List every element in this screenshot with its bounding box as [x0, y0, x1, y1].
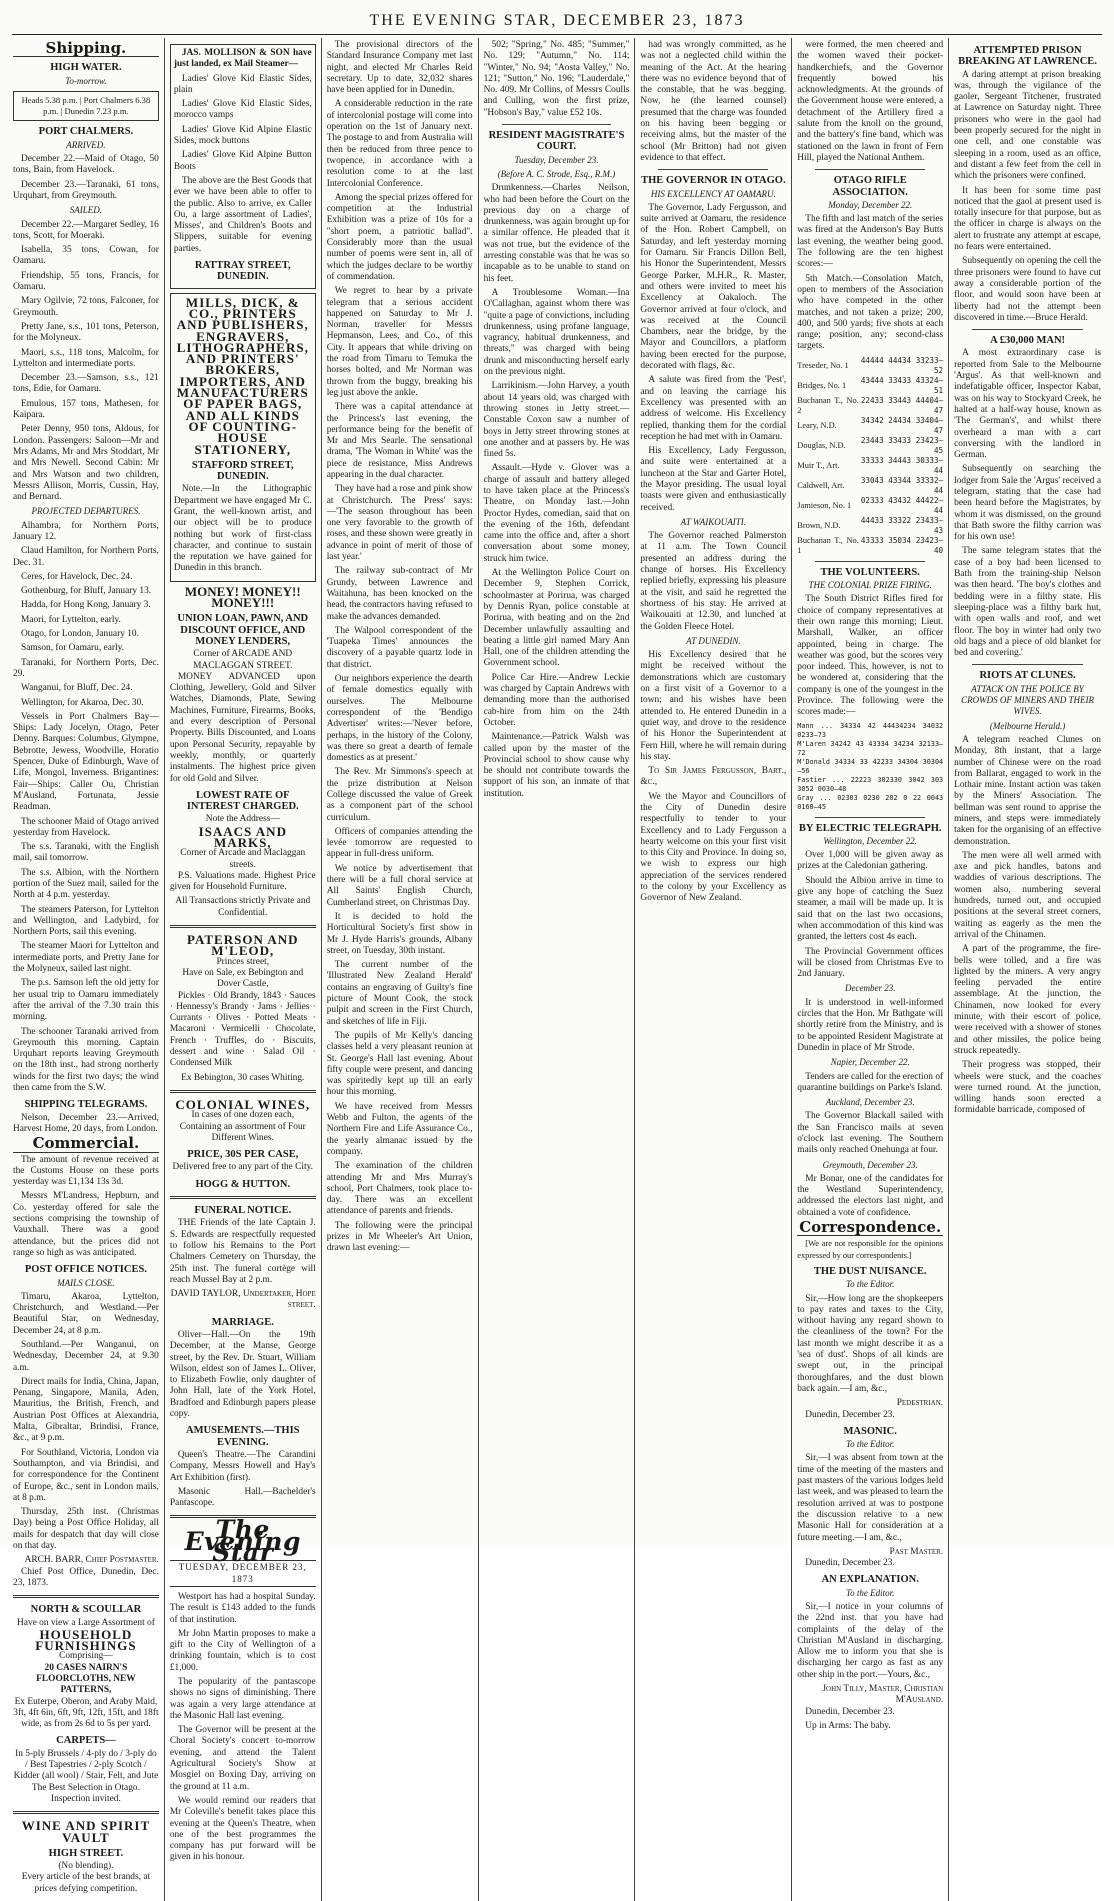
undertaker-signature: DAVID TAYLOR, Undertaker, Hope street.: [170, 1289, 316, 1311]
port-heading: PORT CHALMERS.: [38, 126, 134, 138]
departure-item: Taranaki, for Northern Ports, Dec. 29.: [13, 657, 159, 679]
score-value: 33333 34443 30333—44: [860, 455, 944, 475]
amusement-item: Queen's Theatre.—The Carandini Company, Messrs Howell and Hay's Art Exhibition (first).: [169, 1449, 316, 1483]
letter-signature: Past Master.: [889, 1546, 944, 1557]
riots-item: A part of the programme, the fire-bells were tolled, and a fire was lighted by the miners. A very angry feeling pervaded the entire assemblage. At the junction, the Chinamen, now looked for every minute, with their escort of police, were received with a shower of stones and other missiles, the police being struck repeatedly.: [954, 944, 1101, 1056]
ad-line: The Best Selection in Otago.: [31, 1782, 140, 1793]
news-item: We regret to hear by a private telegram that a serious accident happened on Saturday to Mr J. Norman, traveller for Messrs Hepmanson, Lees, and Co., of this City. It appears that while driving on the road from Timaru to Temuka the horses bolted, and Mr Norman was thrown from the buggy, breaking his leg just above the ankle.: [326, 286, 473, 398]
ad-line: JAS. MOLLISON & SON have just landed, ex Mail Steamer—: [173, 48, 312, 70]
riots-item: Their progress was stopped, their wheels were stuck, and the coaches were turned round. At the junction, willing hands soon erected a formidable barricade, composed of: [954, 1060, 1101, 1116]
letter-date: Dunedin, December 23.: [805, 1409, 895, 1420]
score-value: 02333 43432 44422—44: [860, 495, 944, 515]
news-item: Officers of companies attending the levée tomorrow are requested to appear in full-dress uniform.: [326, 826, 473, 860]
governor-item: The Governor, Lady Fergusson, and suite arrived at Oamaru, the residence of the Hon. Robert Campbell, on Saturday, and left yesterday morning for Oamaru. Sir Francis Dillon Bell, his Honor the Superintendent, Messrs George Parker, M.H.R., R. Master, and others were invited to meet his Excellency at Oakaloch. The Governor arrived at four o'clock, and was received at the Council Chambers, near the bridge, by the Mayor and Councillors, a platform having been erected for the purpose, decorated with flags, &c.: [640, 202, 787, 372]
ad-line: Ladies' Glove Kid Alpine Button Boots: [173, 150, 312, 172]
pound-man-item: Subsequently on searching the lodger from Sale the 'Argus' received a telegram, stating that the case had been heard before the Magistrates, by whom it was dismissed, on the ground that Bath swore the filthy carrion was for his own use!: [954, 464, 1101, 543]
score-row: [797, 376, 943, 396]
telegraph-item: Over 1,000 will be given away as prizes at the Caledonian gathering.: [797, 850, 944, 872]
score-row: [797, 436, 943, 456]
ad-line: In cases of one dozen each,: [191, 1110, 295, 1121]
volunteer-score-row: Mann ... 34334 42 44434234 34032 0233—73: [797, 721, 944, 739]
news-item: The following were the principal prizes in Mr Wheeler's Art Union, drawn last evening:—: [326, 1220, 473, 1254]
score-row: [797, 476, 943, 496]
prison-item: A daring attempt at prison breaking was, through the vigilance of the gaoler, Sergeant Titchener, frustrated at Lawrence on Saturday night. Three prisoners who were in the gaol had been properly secured for the night in one cell, and one constable was sleeping in a room, used as an office, and distant a few feet from the cell in which the prisoners were confined.: [954, 69, 1101, 182]
divider: [13, 1811, 159, 1814]
ad-line: Corner of Arcade and Maclaggan streets.: [180, 848, 306, 870]
news-item: were formed, the men cheered and the women waved their pocket-handkerchiefs, and the Governor frequently bowed his acknowledgments. At the grounds of the Government house were entered, a detachment of the Artillery fired a salute from the knoll on the ground, and the battery's fine band, which was stationed on the lawn in front of Fern Hill, played the National Anthem.: [797, 40, 944, 163]
editorial-item: We would remind our readers that Mr Coleville's benefit takes place this evening at the Queen's Theatre, when one of the best programmes the company has put forward will be given in his honour.: [169, 1795, 316, 1863]
score-row: [797, 356, 943, 376]
divider: [170, 925, 316, 928]
letter-date: Dunedin, December 23.: [805, 1706, 895, 1717]
score-value: 44444 44434 33233—52: [860, 355, 944, 375]
column-5: [635, 38, 792, 1901]
rifle-item: The fifth and last match of the series was fired at the Anderson's Bay Butts last evening, the weather being good. The following are the ten highest scores:—: [797, 214, 944, 270]
news-item: A considerable reduction in the rate of intercolonial postage will come into operation on the 1st of January next. The postage to and from Australia will then be reduced from three pence to twopence, in accordance with a resolution come to at the last Intercolonial Conference.: [326, 99, 473, 189]
telegraph-dateline: December 23.: [844, 983, 896, 994]
volunteers-heading: THE VOLUNTEERS.: [820, 566, 920, 578]
shipping-item: The s.s. Albion, with the Northern portion of the Suez mail, sailed for the North at 4 p.m. yesterday.: [13, 867, 159, 901]
score-row: [797, 456, 943, 476]
divider: [972, 664, 1083, 665]
goods-list: Pickles · Old Brandy, 1843 · Sauces · Hennessy's Brandy · Jams · Jellies · Currants · Olives · Potted Meats · Macaroni · Vermicelli · Chocolate, French · Truffles, do · Biscuits, dessert and wine · Salad Oil · Condensed Milk: [169, 990, 316, 1069]
news-item: Up in Arms: The baby.: [805, 1720, 891, 1731]
score-name: Jamieson, No. 1: [797, 500, 852, 510]
telegraph-dateline: Greymouth, December 23.: [822, 1159, 918, 1170]
high-water-table: Heads 5.38 p.m. | Port Chalmers 6.38 p.m. | Dunedin 7.23 p.m.: [13, 91, 159, 122]
news-item: The provisional directors of the Standard Insurance Company met last night, and elected Mr Charles Reid secretary. Up to date, 32,032 shares have been applied for in Dunedin.: [326, 40, 473, 96]
news-item: The current number of the 'Illustrated New Zealand Herald' contains an engraving of Guilty's fine picture of Mount Cook, the stock pulpit and screen in the First Church, and sketches of life in Fiji.: [326, 960, 473, 1027]
address-salutation: To Sir James Fergusson, Bart., &c.,: [640, 766, 787, 788]
score-name: Buchanan T., No. 1: [797, 535, 859, 555]
ad-signature: HOGG & HUTTON.: [195, 1178, 291, 1190]
court-date: Tuesday, December 23.: [514, 154, 599, 165]
score-value: 34342 24434 33404—47: [860, 415, 944, 435]
ad-address: RATTRAY STREET, DUNEDIN.: [194, 260, 291, 283]
news-item: The examination of the children attending Mr and Mrs Murray's school, Port Chalmers, took place to-day. There was an excellent attendance of parents and friends.: [326, 1161, 473, 1217]
news-item: We notice by advertisement that there will be a full choral service at All Saints' English Church, Cumberland street, on Christmas Day.: [326, 863, 473, 908]
editorial-item: Westport has had a hospital Sunday. The result is £143 added to the funds of that institution.: [169, 1591, 316, 1625]
news-item: It is decided to hold the Horticultural Society's first show in Mr J. Hyde Harris's grounds, Albany street, on Tuesday, 30th instant.: [326, 911, 473, 956]
ad-line: Corner of ARCADE AND MACLAGGAN STREET.: [193, 649, 293, 671]
departure-item: Maori, for Lyttelton, early.: [21, 614, 121, 625]
rifle-heading: OTAGO RIFLE ASSOCIATION.: [832, 175, 908, 198]
page-masthead: THE EVENING STAR, DECEMBER 23, 1873: [12, 8, 1102, 35]
shipping-item: December 22.—Margaret Sedley, 16 tons, Scott, for Moeraki.: [13, 219, 159, 241]
shipping-heading: Shipping.: [13, 43, 159, 57]
ad-line: (No blending).: [58, 1861, 114, 1872]
ad-line: Have on view a Large Assortment of: [17, 1617, 155, 1628]
news-item: Among the special prizes offered for competition at the Industrial Exhibition was a prize of 10s for a "short poem, a patriotic ballad". Considerably more than the usual number of poems were sent in, all of which the judges declare to be worthy of commendation.: [326, 192, 473, 282]
letter-to: To the Editor.: [845, 1279, 895, 1290]
ad-line: Inspection invited.: [51, 1793, 121, 1804]
high-water-sub: To-morrow.: [65, 75, 107, 86]
riots-item: A telegram reached Clunes on Monday, 8th instant, that a large number of Chinese were on the road from Ballarat, engaged to work in the Lothair mine. Instant action was taken by the Miners' Association. The bellman was sent round to apprise the miners, and steps were immediately taken for the organising of an effective demonstration.: [954, 734, 1101, 847]
ad-line: Delivered free to any part of the City.: [172, 1162, 314, 1173]
telegraph-item: Should the Albion arrive in time to give any hope of catching the Suez steamer, a mail will be made up. It is said that on the last two occasions, when accommodation of this kind was granted, the letters cost 4s each.: [797, 875, 944, 943]
governor-item: His Excellency desired that he might be received without the demonstrations which are customary on a first visit of a Governor to a town; and his wishes have been attended to. He entered Dunedin in a quiet way, and drove to the residence of his Honor the Superintendent at Fern Hill, where he will remain during his stay.: [640, 650, 787, 762]
mail-item: Direct mails for India, China, Japan, Penang, Singapore, Manila, Aden, Mauritius, the British, French, and Austrian Post Offices at Alexandria, Malta, Gibraltar, Brindisi, France, &c., at 9 p.m.: [13, 1376, 159, 1444]
news-item: The Walpool correspondent of the 'Tuapeka Times' announces the discovery of a payable quartz lode in that district.: [326, 625, 473, 670]
ad-line: Ladies' Glove Kid Alpine Elastic Sides, mock buttons: [173, 124, 312, 147]
telegraph-dateline: Wellington, December 22.: [823, 835, 918, 846]
letter-signature: Pedestrian.: [896, 1398, 944, 1409]
sailed-label: SAILED.: [69, 205, 103, 216]
riots-subheading: ATTACK ON THE POLICE BY CROWDS OF MINERS AND THEIR WIVES.: [961, 683, 1094, 717]
commercial-item: Messrs M'Landress, Hepburn, and Co. yesterday offered for sale the sections comprising the township of Vauxhall. There was a good attendance, but the prices did not range so high as was anticipated.: [13, 1191, 159, 1258]
newspaper-title: The Evening Star: [184, 1515, 301, 1568]
amusement-item: Masonic Hall.—Bachelder's Pantascope.: [169, 1486, 316, 1509]
divider: [13, 1595, 159, 1598]
wine-ad: [13, 1820, 159, 1895]
volunteer-score-row: M'Donald 34334 33 42233 34304 30304—56: [797, 757, 944, 775]
telegraph-dateline: Auckland, December 23.: [825, 1097, 915, 1108]
ad-headline: ISAACS AND MARKS,: [198, 823, 287, 850]
court-bench: (Before A. C. Strode, Esq., R.M.): [497, 168, 616, 179]
news-item: They have had a rose and pink show at Christchurch. The Press' says:—'The season throughout has been one very favorable to the growth of roses, and these shown were greatly in advance in point of merit of those of last year.': [326, 484, 473, 563]
score-row: [797, 536, 943, 556]
editorial-date: TUESDAY, DECEMBER 23, 1873: [170, 1560, 316, 1587]
governor-subheading: HIS EXCELLENCY AT OAMARU.: [650, 188, 776, 199]
arrived-label: ARRIVED.: [66, 139, 106, 150]
shipping-item: December 23.—Taranaki, 61 tons, Urquhart, from Greymouth.: [13, 179, 159, 201]
carpets-label: CARPETS—: [56, 1735, 116, 1747]
departure-item: Gothenburg, for Bluff, January 13.: [21, 586, 152, 597]
commercial-item: The amount of revenue received at the Customs House on these ports yesterday was £1,134 13s 3d.: [13, 1154, 159, 1188]
divider: [170, 1196, 316, 1199]
divider: [815, 169, 925, 170]
column-3: [322, 38, 479, 1901]
volunteers-subheading: THE COLONIAL PRIZE FIRING.: [808, 580, 932, 591]
editorial-item: The Governor will be present at the Choral Society's concert to-morrow evening, and attend the Talent Agricultural Society's Show at Mosgiel on Boxing Day, arriving on the ground at 11 a.m.: [169, 1725, 316, 1792]
volunteers-item: The South District Rifles fired for choice of company representatives at their own range this morning; Lieut. Marshall, Walker, an officer appointed, being in charge. The weather was good, but the scores very poor indeed. This, however, is not to be wondered at, considering that the company is one of the youngest in the Province. The following were the scores made:—: [797, 594, 944, 718]
waikouaiti-subheading: AT WAIKOUAITI.: [680, 516, 747, 527]
shipping-item: The schooner Maid of Otago arrived yesterday from Havelock.: [13, 816, 159, 838]
riots-source: (Melbourne Herald.): [989, 720, 1066, 731]
rifle-item: 5th Match.—Consolation Match, open to members of the Association who have competed in the other matches, and not taken a prize; 200, 400, and 500 yards; five shots at each range; position, any; second-class targets.: [797, 273, 944, 352]
telegraph-item: Tenders are called for the erection of quarantine buildings on Parke's Island.: [797, 1071, 944, 1093]
letter-heading: AN EXPLANATION.: [821, 1574, 919, 1586]
post-office-heading: POST OFFICE NOTICES.: [24, 1264, 147, 1276]
governor-item: A salute was fired from the 'Pest', and on leaving the carriage his Excellency was presented with an address of welcome. His Excellency replied, thanking them for the cordial reception he had met with in Oamaru.: [640, 375, 787, 442]
ad-line: Ex Bebington, 30 cases Whiting.: [181, 1072, 305, 1083]
news-item: 502; "Spring," No. 485; "Summer," No. 129; "Autumn," No. 114; "Winter," No. 94; "Aosta Valley," No. 121; "Sutton," No. 196; "Lauderdale," No. 409. Mr Collins, of Messrs Coulls and Culling, won the first prize, "Hobson's Bay," value £52 10s.: [483, 40, 630, 118]
letter-text: Sir,—How long are the shopkeepers to pay rates and taxes to the City, without having any regard shown to the cleanliness of the town? For the last month we might describe it as a 'sea of dust'. Shops of all kinds are swept out, in the principal thoroughfares, and the dust blown back again.—I am, &c.,: [797, 1293, 944, 1394]
ad-line: Comprising—: [59, 1651, 113, 1662]
mail-item: Thursday, 25th inst. (Christmas Day) being a Post Office Holiday, all mails for despatch that day will close on that day.: [13, 1507, 159, 1552]
news-item: The Rev. Mr Simmons's speech at the prize distribution at Nelson College discussed the value of Greek as a component part of the school curriculum.: [326, 767, 473, 823]
telegraph-item: The Provincial Government offices will be closed from Christmas Eve to 2nd January.: [797, 946, 944, 980]
ad-line: Note the Address—: [205, 814, 280, 825]
volunteer-score-row: Gray ... 02303 0230 202 0 22 0043 0160—45: [797, 793, 944, 811]
shipping-item: The schooner Taranaki arrived from Greymouth this morning. Captain Urquhart reports leaving Greymouth on the 18th inst., had strong northerly winds for the first two days; the wind then came from the S.W.: [13, 1026, 159, 1094]
news-item: had was wrongly committed, as he was not a neglected child within the meaning of the Act. At the hearing there was no evidence beyond that of the constable, that he was begging. Now, he (the learned counsel) presumed that the charge was founded on his having been begging or receiving alms, but the master of the school (Mr Britton) had not given evidence to that effect.: [640, 40, 787, 163]
riots-item: The men were all well armed with axe and pick handles, batons and waddies of various descriptions. The women also, numbering several hundreds, turned out, and occupied positions at the several street corners, waiting as eagerly as the men the arrival of the Chinamen.: [954, 850, 1101, 940]
funeral-heading: FUNERAL NOTICE.: [194, 1205, 292, 1217]
score-row: [797, 496, 943, 516]
divider: [815, 561, 925, 562]
score-value: 33043 43344 33332—44: [860, 475, 944, 495]
ad-line: The above are the Best Goods that ever we have been able to offer to the public. Also to arrive, ex Caller Ou, a large assortment of Ladies', Misses', and Children's Boots and Slippers, suitable for evening parties.: [173, 175, 312, 254]
ad-line: 20 CASES NAIRN'S FLOORCLOTHS, NEW PATTERNS,: [36, 1662, 136, 1696]
ad-headline: HOUSEHOLD FURNISHINGS: [35, 1626, 137, 1654]
divider: [502, 124, 612, 125]
ad-title: NORTH & SCOULLAR: [30, 1604, 142, 1616]
ad-line: LOWEST RATE OF INTEREST CHARGED.: [186, 789, 299, 813]
column-6: [792, 38, 949, 1901]
post-office-date: Chief Post Office, Dunedin, Dec. 23, 1873.: [13, 1566, 159, 1588]
telegram-item: Nelson, December 23.—Arrived, Harvest Home, 20 days, from London.: [13, 1112, 159, 1134]
prison-item: Subsequently on opening the cell the three prisoners were found to have cut away a considerable portion of the floor, and would soon have been at liberty had not the attempt been discovered in time.—Bruce Herald.: [954, 256, 1101, 323]
paterson-mleod-ad: [170, 934, 316, 1084]
divider: [972, 329, 1083, 330]
colonial-wines-ad: [170, 1096, 316, 1190]
volunteer-score-row: M'Laren 34242 43 43334 34234 32133—72: [797, 739, 944, 757]
score-value: 22433 33443 44404—47: [860, 395, 944, 415]
letter-date: Dunedin, December 23.: [805, 1558, 895, 1569]
shipping-item: Isabella, 35 tons, Cowan, for Oamaru.: [13, 245, 159, 267]
governor-item: The Governor reached Palmerston at 11 a.m. The Town Council presented an address during the change of horses. His Excellency replied briefly, expressing his pleasure at the visit, and said he regretted the shortness of his stay. He arrived at Waikouaiti at 12.30, and lunched at the Golden Fleece Hotel.: [640, 531, 787, 632]
column-2: [165, 38, 322, 1901]
scores-table: [797, 356, 943, 556]
court-item: Maintenance.—Patrick Walsh was called upon by the master of the Provincial school to show cause why he should not contribute towards the support of his son, an inmate of that institution.: [483, 732, 630, 799]
score-value: 44433 33322 23433—43: [860, 515, 944, 535]
court-item: Drunkenness.—Charles Neilson, who had been before the Court on the previous day on a charge of drunkenness, was again brought up for a similar offence. He pleaded that it was not true, but the evidence of the arresting constable was that he was so incapable as to be unable to stand on his feet.: [483, 183, 630, 284]
ad-line: MONEY ADVANCED upon Clothing, Jewellery, Gold and Silver Watches, Diamonds, Plate, Sewing Machines, Furniture, Firearms, Books, and every description of Personal Property. Bills Discounted, and Loans upon Personal Security, repayable by weekly, monthly, or quarterly instalments. The highest price given for old Gold and Silver.: [169, 671, 316, 784]
departure-item: Ceres, for Havelock, Dec. 24.: [21, 571, 133, 582]
shipping-item: The steamer Maori for Lyttelton and intermediate ports, and Pretty Jane for the Molyneux, sailed last night.: [13, 941, 159, 975]
column-7: [949, 38, 1106, 1901]
marriage-text: Oliver—Hall.—On the 19th December, at the Manse, George street, by the Rev. Dr. Stuart, William Wilson, eldest son of James L. Oliver, to Elizabeth Fowlie, only daughter of John Hall, late of the York Hotel, Bradford and Edinburgh papers please copy.: [169, 1329, 316, 1420]
divider: [815, 817, 925, 818]
ad-title: UNION LOAN, PAWN, AND DISCOUNT OFFICE, AND MONEY LENDERS,: [177, 613, 309, 647]
commercial-heading: Commercial.: [13, 1138, 159, 1152]
news-item: We have received from Messrs Webb and Fulton, the agents of the Northern Fire and Life Assurance Co., the yearly almanac issued by the company.: [326, 1101, 473, 1157]
ad-headline: WINE AND SPIRIT VAULT: [21, 1818, 151, 1845]
ad-headline: MILLS, DICK, & CO., PRINTERS AND PUBLISHERS, ENGRAVERS, LITHOGRAPHERS, AND PRINTERS' BROKERS, IMPORTERS, AND MANUFACTURERS OF PAPER BAGS, AND ALL KINDS OF COUNTING-HOUSE STATIONERY,: [176, 294, 309, 457]
departure-item: Wanganui, for Bluff, Dec. 24.: [21, 683, 133, 694]
departure-item: Alhambra, for Northern Ports, January 12.: [13, 520, 159, 542]
shipping-item: Emulous, 157 tons, Mathesen, for Kaipara.: [13, 398, 159, 421]
pound-man-item: A most extraordinary case is reported from Sale to the Melbourne 'Argus'. As that well-known and indefatigable officer, Inspector Kabat, was on his way to Stockyard Creek, he halted at a half-way house, known as 'The German's', and whilst there overheard a man with a cart conversing with the landlord in German.: [954, 348, 1101, 461]
editorial-item: Mr John Martin proposes to make a gift to the City of Wellington of a drinking fountain, which is to cost £1,000.: [169, 1628, 316, 1673]
high-water-heading: HIGH WATER.: [50, 62, 122, 74]
mail-item: Timaru, Akaroa, Lyttelton, Christchurch, and Westland.—Per Beautiful Star, on Wednesday, December 24, at 8 p.m.: [13, 1291, 159, 1336]
projected-label: PROJECTED DEPARTURES.: [31, 506, 141, 517]
column-1: [8, 38, 165, 1901]
funeral-text: THE Friends of the late Captain J. S. Edwards are respectfully requested to follow his Remains to the Port Chalmers Cemetery on Thursday, the 25th inst. The funeral cortège will reach Mussel Bay at 2 p.m.: [169, 1218, 316, 1285]
telegraph-item: Mr Bonar, one of the candidates for the Westland Superintendency, addressed the electors last night, and obtained a vote of confidence.: [797, 1173, 944, 1218]
score-name: Muir T., Art.: [797, 460, 840, 470]
score-name: Treseder, No. 1: [797, 360, 849, 370]
score-row: [797, 416, 943, 436]
news-item: Our neighbors experience the dearth of female domestics equally with ourselves. The Melbourne correspondent of the 'Bendigo Advertiser' writes:—'Never before, perhaps, in the history of the Colony, was there so great a dearth of female domestics as at present.': [326, 674, 473, 764]
departure-item: Otago, for London, January 10.: [21, 629, 139, 640]
ad-headline: COLONIAL WINES,: [175, 1096, 311, 1112]
shipping-item: Vessels in Port Chalmers Bay—Ships: Lady Jocelyn, Otago, Peter Denny. Barques: Columbus, Glympne, Bebrotte, Jewess, Woodville, Horatio Spencer, Duke of Edinburgh, Wave of Life, Mongol, Inverness. Brigantines: Fair—Ships: Caller Ou, Christian M'Ausland, Fortunata, Jessie Readman.: [13, 711, 159, 813]
money-headline: MONEY! MONEY!! MONEY!!!: [184, 583, 301, 611]
ad-line: Have on Sale, ex Bebington and Dover Castle,: [182, 967, 304, 990]
letter-text: Sir,—I notice in your columns of the 22nd inst. that you have had complaints of the delay of the Christian M'Ausland in discharging. Allow me to inform you that she is discharging her cargo as fast as any other ship in the port.—Yours, &c.,: [797, 1601, 944, 1680]
shipping-item: December 23.—Samson, s.s., 121 tons, Edie, for Oamaru.: [13, 373, 159, 395]
shipping-item: The steamers Paterson, for Lyttelton and Wellington, and Ladybird, for Northern Ports, sail this evening.: [13, 904, 159, 938]
mails-close-label: MAILS CLOSE.: [57, 1277, 115, 1288]
news-item: The pupils of Mr Kelly's dancing classes held a very pleasant reunion at St. George's Hall last evening. About fifty couple were present, and dancing was spiritedly kept up till an early hour this morning.: [326, 1030, 473, 1098]
shipping-item: Mary Ogilvie, 72 tons, Falconer, for Greymouth.: [13, 296, 159, 318]
divider: [170, 1090, 316, 1093]
ad-line: P.S. Valuations made. Highest Price given for Household Furniture.: [169, 870, 316, 893]
ad-line: Ladies' Glove Kid Elastic Sides, morocco vamps: [173, 99, 312, 121]
ad-line: All Transactions strictly Private and Confidential.: [175, 896, 311, 918]
volunteer-score-row: Fastier ... 22223 302330 3042 303 3052 0030—48: [797, 775, 944, 793]
prison-item: It has been for some time past noticed that the gaol at present used is totally insecure for that purpose, but as the officer in charge is always on the alert to frustrate any attempt at escape, no fears were entertained.: [954, 185, 1101, 253]
letter-to: To the Editor.: [845, 1587, 895, 1598]
riots-heading: RIOTS AT CLUNES.: [979, 670, 1076, 682]
court-item: Assault.—Hyde v. Glover was a charge of assault and battery alleged to have taken place at the Princess's Theatre, on Monday last.—John Proctor Hydes, comedian, said that on the evening of the 16th, defendant came into the office and, after a short conversation about some money, struck him twice.: [483, 463, 630, 564]
telegraph-heading: BY ELECTRIC TELEGRAPH.: [798, 822, 942, 834]
ad-line: HIGH STREET.: [48, 1847, 124, 1859]
union-loan-ad: [170, 613, 316, 919]
rifle-date: Monday, December 22.: [828, 199, 913, 210]
ad-line: Ex Euterpe, Oberon, and Araby Maid, 3ft, 4ft 6in, 6ft, 9ft, 12ft, 15ft, and 18ft wide, as from 2s 6d to 5s per yard.: [13, 1696, 159, 1730]
shipping-item: Peter Denny, 950 tons, Aldous, for London. Passengers: Saloon—Mr and Mrs Adams, Mr and Mrs Stoddart, Mr and Mrs Newell. Second Cabin: Mr and Mrs Watson and two children, Messrs Allison, Morris, Cussin, Hay, and Bernard.: [13, 424, 159, 503]
shipping-item: Friendship, 55 tons, Francis, for Oamaru.: [13, 270, 159, 293]
ad-address: STAFFORD STREET, DUNEDIN.: [191, 459, 294, 483]
ad-price: PRICE, 30S PER CASE,: [187, 1149, 299, 1161]
divider: [658, 169, 768, 170]
score-value: 43333 35034 23423—40: [860, 535, 944, 555]
shipping-item: December 22.—Maid of Otago, 50 tons, Bain, from Havelock.: [13, 154, 159, 176]
news-item: The railway sub-contract of Mr Grundy, between Lawrence and Waitahuna, has been knocked on the head, the contractors having refused to make the advances demanded.: [326, 566, 473, 622]
score-value: 43444 33433 43324—51: [860, 375, 944, 395]
telegraph-item: It is understood in well-informed circles that the Hon. Mr Bathgate will shortly retire from the Ministry, and is to be appointed Resident Magistrate at Dunedin in place of Mr Strode.: [797, 997, 944, 1053]
ad-headline: PATERSON AND M'LEOD,: [186, 932, 299, 959]
score-name: Buchanan T., No. 2: [797, 395, 859, 415]
marriage-heading: MARRIAGE.: [211, 1316, 274, 1328]
dunedin-subheading: AT DUNEDIN.: [686, 635, 741, 646]
pound-man-item: The same telegram states that the case of a boy had been licensed to Bath from the training-ship Nelson was then heard. 'The boy's clothes and bedding were in a filthy state. His sleeping-place was a filthy bark hut, with open walls and roof, and wet floor. The boy in winter had only two old bags and a piece of old blanket for bed and covering.': [954, 546, 1101, 659]
shipping-telegrams-heading: SHIPPING TELEGRAMS.: [24, 1099, 148, 1111]
news-item: There was a capital attendance at the Princess's last evening, the performance being for the benefit of Mr and Mrs Searle. The sensational drama, 'The Woman in White' was the piece de resistance, Miss Andrews appearing in the dual character.: [326, 402, 473, 480]
letter-text: Sir,—I was absent from town at the time of the meeting of the masters and past masters of the various lodges held last week, and was pleased to learn the resolution arrived at was to postpone the discussion relative to a new Masonic Hall for consideration at a future meeting.—I am, &c.,: [797, 1453, 944, 1543]
north-scoullar-ad: [13, 1604, 159, 1805]
ad-line: Note.—In the Lithographic Department we have engaged Mr C. Grant, the well-known artist, and our object will be to produce nothing but work of first-class character, and continue to sustain the reputation we have gained for Dunedin in this branch.: [173, 484, 312, 574]
departure-item: Claud Hamilton, for Northern Ports, Dec. 31.: [13, 546, 159, 568]
postmaster-signature: ARCH. BARR, Chief Postmaster.: [24, 1555, 159, 1566]
ad-line: Ladies' Glove Kid Elastic Sides, plain: [173, 73, 312, 95]
correspondence-note: [We are not responsible for the opinions expressed by our correspondents.]: [797, 1239, 944, 1260]
mollison-ad: [170, 44, 316, 289]
ad-line: Every article of the best brands, at prices defying competition.: [21, 1872, 151, 1894]
letter-heading: MASONIC.: [843, 1425, 897, 1437]
score-name: Leary, N.D.: [797, 420, 837, 430]
score-name: Douglas, N.D.: [797, 440, 846, 450]
shipping-item: The p.s. Samson left the old jetty for her usual trip to Oamaru immediately after the arrival of the 7.30 train this morning.: [13, 978, 159, 1023]
court-item: Larrikinism.—John Harvey, a youth about 14 years old, was charged with throwing stones in Jetty street.—Constable Coxon saw a number of boys in Jetty street throwing stones at one another and at passers by. He was fined 5s.: [483, 381, 630, 460]
correspondence-heading: Correspondence.: [799, 1218, 942, 1237]
editorial-item: The popularity of the pantascope shows no signs of diminishing. There was again a very large attendance at the Masonic Hall last evening.: [169, 1677, 316, 1721]
shipping-item: Pretty Jane, s.s., 101 tons, Peterson, for the Molyneux.: [13, 321, 159, 344]
columns: [8, 38, 1106, 1894]
departure-item: Hadda, for Hong Kong, January 3.: [21, 600, 151, 611]
score-name: Brown, N.D.: [797, 520, 841, 530]
telegraph-item: The Governor Blackall sailed with the San Francisco mails at seven o'clock last evening. The Southern mails only reached Onehunga at four.: [797, 1111, 944, 1156]
volunteer-scores: [797, 722, 943, 812]
score-row: [797, 516, 943, 536]
telegraph-dateline: Napier, December 22.: [830, 1057, 910, 1068]
score-name: Bridges, No. 1: [797, 380, 847, 390]
score-row: [797, 396, 943, 416]
ad-line: Princes street,: [216, 956, 270, 967]
shipping-item: The s.s. Taranaki, with the English mail, sail tomorrow.: [13, 842, 159, 864]
amusements-heading: AMUSEMENTS.—THIS EVENING.: [186, 1425, 300, 1448]
column-4: [479, 38, 636, 1901]
governor-item: We the Mayor and Councillors of the City of Dunedin desire respectfully to tender to your Excellency and to Lady Fergusson a hearty welcome on this your first visit to this City and Province. In doing so, we wish to express our high appreciation of the services rendered to the colony by your Excellency as Governor of New Zealand.: [640, 791, 787, 904]
pound-man-heading: A £30,000 MAN!: [990, 335, 1066, 347]
letter-signature: John Tilly, Master, Christian M'Ausland.: [822, 1684, 944, 1706]
carpets-list: In 5-ply Brussels / 4-ply do / 3-ply do / Best Tapestries / 2-ply Scotch / Kidder (all wool) / Stair, Felt, and Jute: [13, 1748, 159, 1782]
mail-item: For Southland, Victoria, London via Southampton, and via Brindisi, and for correspondence for the Continent of Europe, &c., sent in London mails, at 8 p.m.: [13, 1447, 159, 1503]
mills-dick-ad: [170, 293, 316, 582]
prison-heading: ATTEMPTED PRISON BREAKING AT LAWRENCE.: [958, 45, 1097, 68]
mail-item: Southland.—Per Wanganui, on Wednesday, December 24, at 9.30 a.m.: [13, 1339, 159, 1373]
governor-heading: THE GOVERNOR IN OTAGO.: [641, 175, 786, 187]
ad-line: Containing an assortment of Four Different Wines.: [179, 1121, 306, 1143]
letter-heading: THE DUST NUISANCE.: [813, 1265, 927, 1277]
court-item: Police Car Hire.—Andrew Leckie was charged by Captain Andrews with demanding more than the authorised cab-hire from him on the 24th October.: [483, 672, 630, 728]
governor-item: His Excellency, Lady Fergusson, and suite were entertained at a luncheon at the Star and Garter Hotel, the Mayor presiding. The usual loyal toasts were given and enthusiastically received.: [640, 446, 787, 513]
shipping-item: Maori, s.s., 118 tons, Malcolm, for Lyttelton and intermediate ports.: [13, 347, 159, 369]
score-name: Caldwell, Art.: [797, 480, 845, 490]
letter-to: To the Editor.: [845, 1439, 895, 1450]
score-value: 23443 33433 23423—45: [860, 435, 944, 455]
departure-item: Wellington, for Akaroa, Dec. 30.: [21, 697, 144, 708]
court-heading: RESIDENT MAGISTRATE'S COURT.: [488, 130, 625, 153]
departure-item: Samson, for Oamaru, early.: [21, 643, 125, 654]
court-item: At the Wellington Police Court on December 9, Stephen Corrick, schoolmaster at Porirua, was charged by Dennis Ryan, police constable at Porirua, with beating and on the 2nd December unlawfully assaulting and beating a little girl named Mary Ann Hall, one of the children attending the Government school.: [483, 568, 630, 669]
court-item: A Troublesome Woman.—Ina O'Callaghan, against whom there was "quite a page of convictions, including drunkenness, using profane language, vagrancy, habitual drunkenness, and threats," was charged with being drunk and misconducting herself early on the previous night.: [483, 287, 630, 378]
